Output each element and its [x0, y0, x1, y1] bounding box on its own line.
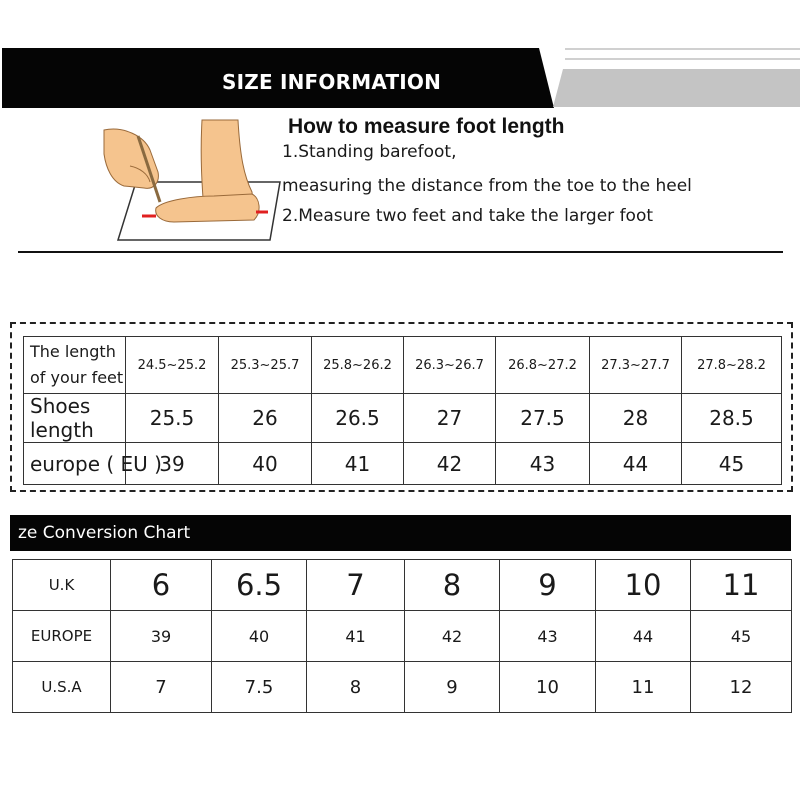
table-row — [13, 662, 792, 713]
table-row — [24, 394, 782, 443]
instruction-step-1: 1.Standing barefoot, — [282, 142, 457, 162]
instruction-step-2: 2.Measure two feet and take the larger foot — [282, 206, 654, 226]
table-cell: 39 — [111, 611, 212, 662]
table-cell: 6.5 — [212, 560, 307, 611]
row-label: europe ( EU ) — [24, 443, 126, 485]
table-cell: 28 — [590, 394, 682, 443]
table-cell: 10 — [596, 560, 691, 611]
size-conversion-table — [12, 559, 792, 713]
foot-measuring-illustration — [84, 116, 284, 248]
table-cell: 28.5 — [682, 394, 782, 443]
table-cell: 12 — [691, 662, 792, 713]
table-cell: 11 — [691, 560, 792, 611]
table-cell: 9 — [500, 560, 596, 611]
row-label: Shoes length — [24, 394, 126, 443]
table-cell: 41 — [312, 443, 404, 485]
table-cell: 43 — [500, 611, 596, 662]
row-label: U.S.A — [13, 662, 111, 713]
row-label: The length of your feet — [24, 337, 126, 394]
table-cell: 11 — [596, 662, 691, 713]
row-label: U.K — [13, 560, 111, 611]
table-cell: 27.5 — [496, 394, 590, 443]
foot-length-table — [23, 336, 782, 485]
table-cell: 43 — [496, 443, 590, 485]
table-row — [24, 337, 782, 394]
table-cell: 26 — [219, 394, 312, 443]
table-cell: 25.5 — [126, 394, 219, 443]
table-cell: 41 — [307, 611, 405, 662]
table-cell: 26.5 — [312, 394, 404, 443]
table-cell: 44 — [596, 611, 691, 662]
table-cell: 24.5~25.2 — [126, 337, 219, 394]
table-cell: 6 — [111, 560, 212, 611]
page-title: SIZE INFORMATION — [222, 70, 442, 94]
instruction-step-1-detail: measuring the distance from the toe to the heel — [282, 176, 692, 196]
conversion-title: ze Conversion Chart — [18, 523, 191, 543]
table-cell: 7.5 — [212, 662, 307, 713]
measure-title: How to measure foot length — [288, 115, 565, 138]
table-cell: 45 — [682, 443, 782, 485]
table-cell: 7 — [307, 560, 405, 611]
table-cell: 45 — [691, 611, 792, 662]
table-cell: 27.8~28.2 — [682, 337, 782, 394]
table-cell: 10 — [500, 662, 596, 713]
table-cell: 42 — [405, 611, 500, 662]
table-row — [13, 611, 792, 662]
table-cell: 25.3~25.7 — [219, 337, 312, 394]
table-cell: 8 — [307, 662, 405, 713]
header-stripe — [565, 58, 800, 60]
table-cell: 42 — [404, 443, 496, 485]
table-cell: 25.8~26.2 — [312, 337, 404, 394]
table-cell: 7 — [111, 662, 212, 713]
table-cell: 39 — [126, 443, 219, 485]
section-divider — [18, 251, 783, 253]
header-stripe — [565, 48, 800, 50]
table-cell: 26.3~26.7 — [404, 337, 496, 394]
table-cell: 27 — [404, 394, 496, 443]
table-row — [24, 443, 782, 485]
table-cell: 40 — [212, 611, 307, 662]
table-cell: 27.3~27.7 — [590, 337, 682, 394]
row-label: EUROPE — [13, 611, 111, 662]
header-grey-band — [553, 69, 800, 107]
table-cell: 26.8~27.2 — [496, 337, 590, 394]
table-cell: 40 — [219, 443, 312, 485]
table-cell: 8 — [405, 560, 500, 611]
table-cell: 9 — [405, 662, 500, 713]
table-row — [13, 560, 792, 611]
table-cell: 44 — [590, 443, 682, 485]
